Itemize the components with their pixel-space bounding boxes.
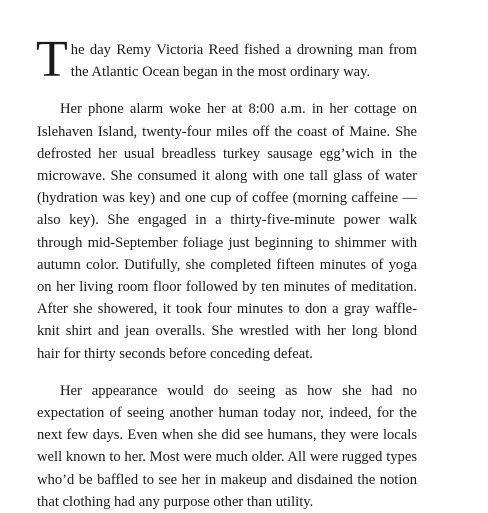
book-page [36, 31, 417, 513]
body-paragraph-3: Her appearance would do seeing as how she had no expectation of seeing another human today nor, indeed, for the next few days. Even when she did see humans, they were locals well known to her. Most were much older. All were rugged types who’d be baffled to see her in makeup and disdained the notion that clothing had any purpose other than utility. [37, 382, 417, 510]
opening-paragraph-text: he day Remy Victoria Reed fished a drowning man from the Atlantic Ocean began in the most ordinary way. [70, 42, 417, 81]
opening-paragraph [36, 31, 417, 88]
body-paragraph-2: Her phone alarm woke her at 8:00 a.m. in her cottage on Islehaven Island, twenty-four miles off the coast of Maine. She defrosted her usual breadless turkey sausage egg’wich in the microwave. She consumed it along with one tall glass of water (hydration was key) and one cup of coffee (morning caffeine —also key). She engaged in a thirty-five-minute power walk through mid-September foliage just beginning to shimmer with autumn color. Dutifully, she completed fifteen minutes of yoga on her living room floor followed by ten minutes of meditation. After she showered, it took four minutes to don a gray waffle-knit shirt and jean overalls. She wrestled with her long blond hair for thirty seconds before conceding defeat. [37, 101, 417, 362]
drop-cap: T [36, 31, 68, 88]
